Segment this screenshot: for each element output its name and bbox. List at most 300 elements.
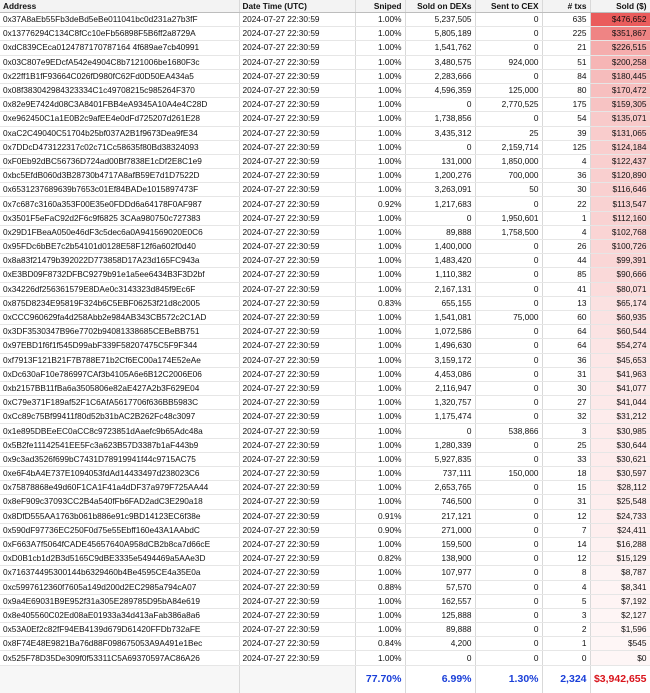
cell-address[interactable]: 0x875D8234E95819F324b6C5EBF06253f21d8c2005 [0, 296, 239, 310]
cell-sent-cex[interactable]: 2,770,525 [475, 98, 542, 112]
cell-address[interactable]: 0xCCC960629fa4d258Abb2e984AB343CB572c2C1AD [0, 310, 239, 324]
cell-sniped[interactable]: 1.00% [355, 126, 405, 140]
cell-sniped[interactable]: 1.00% [355, 169, 405, 183]
cell-sold-dex[interactable]: 3,263,091 [405, 183, 475, 197]
cell-sold-dex[interactable]: 0 [405, 424, 475, 438]
cell-sold-dex[interactable]: 3,480,575 [405, 55, 475, 69]
cell-sold-usd[interactable]: $24,733 [590, 509, 650, 523]
cell-address[interactable]: 0x8a83f21479b392022D773858D17A23d165FC943a [0, 254, 239, 268]
cell-txs[interactable]: 12 [542, 509, 590, 523]
cell-sent-cex[interactable]: 50 [475, 183, 542, 197]
cell-sold-dex[interactable]: 1,217,683 [405, 197, 475, 211]
cell-sniped[interactable]: 1.00% [355, 41, 405, 55]
cell-datetime[interactable]: 2024-07-27 22:30:59 [239, 495, 355, 509]
cell-sniped[interactable]: 0.84% [355, 637, 405, 651]
cell-sniped[interactable]: 1.00% [355, 623, 405, 637]
cell-address[interactable]: 0x37A8aEb55Fb3deBd5eBe011041bc0d231a27b3fF [0, 13, 239, 27]
cell-txs[interactable]: 51 [542, 55, 590, 69]
cell-sent-cex[interactable]: 0 [475, 481, 542, 495]
cell-address[interactable]: 0x22ff1B1fF93664C026fD980fC62Fd0D50EA434a5 [0, 69, 239, 83]
cell-txs[interactable]: 635 [542, 13, 590, 27]
cell-sold-usd[interactable]: $65,174 [590, 296, 650, 310]
cell-txs[interactable]: 85 [542, 268, 590, 282]
cell-address[interactable]: 0x29D1FBeaA050e46dF3c5dec6a0A941569020E0C6 [0, 225, 239, 239]
cell-sniped[interactable]: 1.00% [355, 367, 405, 381]
cell-sold-usd[interactable]: $131,065 [590, 126, 650, 140]
cell-sniped[interactable]: 1.00% [355, 339, 405, 353]
cell-sent-cex[interactable]: 0 [475, 296, 542, 310]
cell-sold-dex[interactable]: 655,155 [405, 296, 475, 310]
cell-address[interactable]: 0xF0Eb92dBC56736D724ad00Bf7838E1cDf2E8C1e9 [0, 154, 239, 168]
cell-address[interactable]: 0x8eF909c37093CC2B4a540fFb6FAD2adC3E290a18 [0, 495, 239, 509]
cell-sold-usd[interactable]: $30,644 [590, 438, 650, 452]
cell-sold-usd[interactable]: $41,044 [590, 396, 650, 410]
cell-sold-dex[interactable]: 1,400,000 [405, 240, 475, 254]
cell-txs[interactable]: 0 [542, 651, 590, 665]
cell-sold-usd[interactable]: $135,071 [590, 112, 650, 126]
cell-sent-cex[interactable]: 125,000 [475, 83, 542, 97]
cell-sold-dex[interactable]: 89,888 [405, 623, 475, 637]
cell-txs[interactable]: 36 [542, 353, 590, 367]
cell-sold-dex[interactable]: 271,000 [405, 523, 475, 537]
cell-sold-dex[interactable]: 1,541,081 [405, 310, 475, 324]
cell-sold-usd[interactable]: $200,258 [590, 55, 650, 69]
cell-txs[interactable]: 80 [542, 83, 590, 97]
cell-sent-cex[interactable]: 0 [475, 325, 542, 339]
cell-datetime[interactable]: 2024-07-27 22:30:59 [239, 211, 355, 225]
cell-address[interactable]: 0x8DfD555AA1763b061b886e91c9BD14123EC6f38e [0, 509, 239, 523]
cell-sniped[interactable]: 1.00% [355, 225, 405, 239]
cell-sent-cex[interactable]: 0 [475, 381, 542, 395]
cell-sent-cex[interactable]: 0 [475, 594, 542, 608]
cell-sent-cex[interactable]: 924,000 [475, 55, 542, 69]
cell-sold-usd[interactable]: $41,077 [590, 381, 650, 395]
cell-sniped[interactable]: 1.00% [355, 240, 405, 254]
cell-txs[interactable]: 21 [542, 41, 590, 55]
cell-sent-cex[interactable]: 0 [475, 566, 542, 580]
cell-txs[interactable]: 54 [542, 112, 590, 126]
cell-address[interactable]: 0xDc630aF10e786997CAf3b4105A6e6B12C2006E06 [0, 367, 239, 381]
cell-sent-cex[interactable]: 0 [475, 353, 542, 367]
cell-datetime[interactable]: 2024-07-27 22:30:59 [239, 183, 355, 197]
header-datetime[interactable]: Date Time (UTC) [239, 0, 355, 13]
cell-sold-dex[interactable]: 1,200,276 [405, 169, 475, 183]
cell-txs[interactable]: 22 [542, 197, 590, 211]
cell-sold-dex[interactable]: 1,320,757 [405, 396, 475, 410]
cell-sold-dex[interactable]: 138,900 [405, 552, 475, 566]
cell-sold-usd[interactable]: $1,596 [590, 623, 650, 637]
cell-txs[interactable]: 12 [542, 552, 590, 566]
cell-sold-usd[interactable]: $120,890 [590, 169, 650, 183]
cell-datetime[interactable]: 2024-07-27 22:30:59 [239, 396, 355, 410]
cell-sent-cex[interactable]: 0 [475, 339, 542, 353]
cell-address[interactable]: 0xe962450C1a1E0B2c9afEE4e0dFd725207d261E28 [0, 112, 239, 126]
cell-datetime[interactable]: 2024-07-27 22:30:59 [239, 353, 355, 367]
cell-datetime[interactable]: 2024-07-27 22:30:59 [239, 608, 355, 622]
cell-txs[interactable]: 225 [542, 27, 590, 41]
cell-datetime[interactable]: 2024-07-27 22:30:59 [239, 254, 355, 268]
cell-sent-cex[interactable]: 0 [475, 537, 542, 551]
cell-address[interactable]: 0xe6F4bA4E737E1094053fdAd14433497d238023C6 [0, 467, 239, 481]
cell-sniped[interactable]: 0.91% [355, 509, 405, 523]
cell-address[interactable]: 0x53A0Ef2c82fF94EB4139d679D61420FFDb732aFE [0, 623, 239, 637]
header-address[interactable]: Address [0, 0, 239, 13]
cell-address[interactable]: 0x97EBD1f6f1f545D99abF339F58207475C5F9F344 [0, 339, 239, 353]
cell-datetime[interactable]: 2024-07-27 22:30:59 [239, 240, 355, 254]
cell-sold-usd[interactable]: $159,305 [590, 98, 650, 112]
cell-sold-usd[interactable]: $8,341 [590, 580, 650, 594]
cell-address[interactable]: 0x08f383042984323334C1c49708215c985264F370 [0, 83, 239, 97]
cell-sent-cex[interactable]: 0 [475, 452, 542, 466]
cell-sniped[interactable]: 1.00% [355, 481, 405, 495]
cell-sold-usd[interactable]: $25,548 [590, 495, 650, 509]
cell-sent-cex[interactable]: 0 [475, 438, 542, 452]
cell-sold-usd[interactable]: $28,112 [590, 481, 650, 495]
cell-sold-dex[interactable]: 57,570 [405, 580, 475, 594]
cell-sold-dex[interactable]: 4,200 [405, 637, 475, 651]
cell-txs[interactable]: 26 [542, 240, 590, 254]
cell-address[interactable]: 0x82e9E7424d08C3A8401FBB4eA9345A10A4e4C28D [0, 98, 239, 112]
cell-datetime[interactable]: 2024-07-27 22:30:59 [239, 140, 355, 154]
cell-sent-cex[interactable]: 0 [475, 495, 542, 509]
cell-txs[interactable]: 175 [542, 98, 590, 112]
cell-datetime[interactable]: 2024-07-27 22:30:59 [239, 27, 355, 41]
total-sold-dex[interactable]: 6.99% [405, 665, 475, 693]
cell-sold-usd[interactable]: $16,288 [590, 537, 650, 551]
header-sent-cex[interactable]: Sent to CEX [475, 0, 542, 13]
cell-sent-cex[interactable]: 0 [475, 13, 542, 27]
cell-sniped[interactable]: 1.00% [355, 268, 405, 282]
cell-sniped[interactable]: 0.88% [355, 580, 405, 594]
cell-txs[interactable]: 32 [542, 410, 590, 424]
cell-sent-cex[interactable]: 0 [475, 396, 542, 410]
cell-sniped[interactable]: 1.00% [355, 452, 405, 466]
cell-txs[interactable]: 14 [542, 537, 590, 551]
cell-sold-dex[interactable]: 131,000 [405, 154, 475, 168]
cell-sent-cex[interactable]: 0 [475, 410, 542, 424]
cell-sold-dex[interactable]: 89,888 [405, 225, 475, 239]
cell-address[interactable]: 0x1e895DBEeEC0aCC8c9723851dAaefc9b65Adc48a [0, 424, 239, 438]
cell-sold-usd[interactable]: $45,653 [590, 353, 650, 367]
cell-sold-usd[interactable]: $54,274 [590, 339, 650, 353]
cell-sniped[interactable]: 1.00% [355, 467, 405, 481]
cell-txs[interactable]: 60 [542, 310, 590, 324]
cell-sent-cex[interactable]: 0 [475, 580, 542, 594]
cell-txs[interactable]: 5 [542, 594, 590, 608]
cell-datetime[interactable]: 2024-07-27 22:30:59 [239, 98, 355, 112]
cell-sold-usd[interactable]: $90,666 [590, 268, 650, 282]
cell-sent-cex[interactable]: 0 [475, 197, 542, 211]
cell-sent-cex[interactable]: 0 [475, 69, 542, 83]
cell-address[interactable]: 0x8e405560C02Ed08aE01933a34d413aFab386a8a6 [0, 608, 239, 622]
cell-sent-cex[interactable]: 0 [475, 240, 542, 254]
cell-sent-cex[interactable]: 1,850,000 [475, 154, 542, 168]
cell-sent-cex[interactable]: 0 [475, 268, 542, 282]
cell-address[interactable]: 0x8F74E48E9821Ba76d88F098675053A9A491e1Bec [0, 637, 239, 651]
cell-sniped[interactable]: 0.82% [355, 552, 405, 566]
cell-sniped[interactable]: 0.83% [355, 296, 405, 310]
cell-sniped[interactable]: 1.00% [355, 396, 405, 410]
cell-sent-cex[interactable]: 0 [475, 41, 542, 55]
cell-sniped[interactable]: 1.00% [355, 353, 405, 367]
cell-sold-usd[interactable]: $30,621 [590, 452, 650, 466]
cell-datetime[interactable]: 2024-07-27 22:30:59 [239, 467, 355, 481]
cell-sold-usd[interactable]: $2,127 [590, 608, 650, 622]
cell-sold-dex[interactable]: 162,557 [405, 594, 475, 608]
header-sold-usd[interactable]: Sold ($) [590, 0, 650, 13]
cell-sold-usd[interactable]: $30,985 [590, 424, 650, 438]
cell-address[interactable]: 0x590dF97736EC250F0d75e55Ebff160e43A1AAbdC [0, 523, 239, 537]
cell-address[interactable]: 0x95FDc6bBE7c2b54101d0128E58F12f6a602f0d40 [0, 240, 239, 254]
cell-datetime[interactable]: 2024-07-27 22:30:59 [239, 637, 355, 651]
cell-sent-cex[interactable]: 0 [475, 651, 542, 665]
cell-datetime[interactable]: 2024-07-27 22:30:59 [239, 197, 355, 211]
total-txs[interactable]: 2,324 [542, 665, 590, 693]
cell-datetime[interactable]: 2024-07-27 22:30:59 [239, 410, 355, 424]
cell-sniped[interactable]: 1.00% [355, 154, 405, 168]
cell-txs[interactable]: 64 [542, 339, 590, 353]
cell-address[interactable]: 0xdC839CEca0124787170787164 4f689ae7cb40991 [0, 41, 239, 55]
cell-address[interactable]: 0xc5997612360f7605a149d200d2EC2985a794cA07 [0, 580, 239, 594]
cell-address[interactable]: 0x13776294C134C8fCc10eFb56898F5B6ff2a8729A [0, 27, 239, 41]
cell-sold-dex[interactable]: 737,111 [405, 467, 475, 481]
cell-sniped[interactable]: 1.00% [355, 55, 405, 69]
cell-datetime[interactable]: 2024-07-27 22:30:59 [239, 69, 355, 83]
cell-address[interactable]: 0x7c687c3160a353F00E35e0FDDd6a64178F0AF987 [0, 197, 239, 211]
cell-sold-usd[interactable]: $102,768 [590, 225, 650, 239]
cell-sniped[interactable]: 1.00% [355, 211, 405, 225]
cell-txs[interactable]: 39 [542, 126, 590, 140]
header-txs[interactable]: # txs [542, 0, 590, 13]
cell-sent-cex[interactable]: 0 [475, 509, 542, 523]
cell-datetime[interactable]: 2024-07-27 22:30:59 [239, 310, 355, 324]
cell-sold-dex[interactable]: 5,805,189 [405, 27, 475, 41]
cell-sniped[interactable]: 1.00% [355, 183, 405, 197]
cell-sold-dex[interactable]: 0 [405, 98, 475, 112]
cell-sold-usd[interactable]: $226,515 [590, 41, 650, 55]
cell-sold-usd[interactable]: $80,071 [590, 282, 650, 296]
cell-datetime[interactable]: 2024-07-27 22:30:59 [239, 438, 355, 452]
cell-txs[interactable]: 36 [542, 169, 590, 183]
cell-txs[interactable]: 18 [542, 467, 590, 481]
cell-datetime[interactable]: 2024-07-27 22:30:59 [239, 169, 355, 183]
cell-sniped[interactable]: 1.00% [355, 254, 405, 268]
cell-txs[interactable]: 4 [542, 154, 590, 168]
cell-sold-usd[interactable]: $15,129 [590, 552, 650, 566]
cell-address[interactable]: 0xD0B1cb1d2B3d5165C9dBE3335e5494469a5AAe3D [0, 552, 239, 566]
cell-sent-cex[interactable]: 75,000 [475, 310, 542, 324]
cell-datetime[interactable]: 2024-07-27 22:30:59 [239, 339, 355, 353]
cell-sold-dex[interactable]: 4,453,086 [405, 367, 475, 381]
cell-sent-cex[interactable]: 0 [475, 523, 542, 537]
cell-txs[interactable]: 8 [542, 566, 590, 580]
cell-sniped[interactable]: 1.00% [355, 69, 405, 83]
cell-txs[interactable]: 27 [542, 396, 590, 410]
cell-txs[interactable]: 7 [542, 523, 590, 537]
cell-sold-usd[interactable]: $545 [590, 637, 650, 651]
cell-sold-dex[interactable]: 107,977 [405, 566, 475, 580]
cell-datetime[interactable]: 2024-07-27 22:30:59 [239, 55, 355, 69]
cell-sold-dex[interactable]: 1,072,586 [405, 325, 475, 339]
cell-sent-cex[interactable]: 0 [475, 608, 542, 622]
cell-datetime[interactable]: 2024-07-27 22:30:59 [239, 296, 355, 310]
cell-sold-usd[interactable]: $124,184 [590, 140, 650, 154]
cell-datetime[interactable]: 2024-07-27 22:30:59 [239, 566, 355, 580]
cell-sold-dex[interactable]: 3,435,312 [405, 126, 475, 140]
cell-sold-usd[interactable]: $99,391 [590, 254, 650, 268]
cell-sniped[interactable]: 1.00% [355, 438, 405, 452]
cell-sold-usd[interactable]: $116,646 [590, 183, 650, 197]
cell-sold-usd[interactable]: $60,935 [590, 310, 650, 324]
cell-datetime[interactable]: 2024-07-27 22:30:59 [239, 651, 355, 665]
cell-sent-cex[interactable]: 0 [475, 254, 542, 268]
cell-sold-dex[interactable]: 1,738,856 [405, 112, 475, 126]
cell-sent-cex[interactable]: 0 [475, 552, 542, 566]
cell-address[interactable]: 0x525F78D35De309f0f53311C5A69370597AC86A26 [0, 651, 239, 665]
cell-address[interactable]: 0x75878868e49d60F1CA1F41a4dDF37a979F725AA44 [0, 481, 239, 495]
cell-sold-dex[interactable]: 1,496,630 [405, 339, 475, 353]
cell-sent-cex[interactable]: 1,758,500 [475, 225, 542, 239]
cell-sold-usd[interactable]: $24,411 [590, 523, 650, 537]
cell-sold-usd[interactable]: $30,597 [590, 467, 650, 481]
total-sent-cex[interactable]: 1.30% [475, 665, 542, 693]
cell-sold-usd[interactable]: $476,652 [590, 13, 650, 27]
cell-sent-cex[interactable]: 25 [475, 126, 542, 140]
cell-sniped[interactable]: 1.00% [355, 98, 405, 112]
cell-sniped[interactable]: 1.00% [355, 27, 405, 41]
cell-sold-dex[interactable]: 0 [405, 211, 475, 225]
cell-sniped[interactable]: 1.00% [355, 83, 405, 97]
cell-sniped[interactable]: 1.00% [355, 608, 405, 622]
cell-address[interactable]: 0x6531237689639b7653c01Ef84BADe1015897473F [0, 183, 239, 197]
total-sniped[interactable]: 77.70% [355, 665, 405, 693]
cell-sniped[interactable]: 1.00% [355, 112, 405, 126]
cell-sold-usd[interactable]: $122,437 [590, 154, 650, 168]
cell-address[interactable]: 0x3DF3530347B96e7702b94081338685CEBeBB751 [0, 325, 239, 339]
total-sold-usd[interactable]: $3,942,655 [590, 665, 650, 693]
cell-datetime[interactable]: 2024-07-27 22:30:59 [239, 381, 355, 395]
cell-sold-dex[interactable]: 1,175,474 [405, 410, 475, 424]
cell-sold-dex[interactable]: 0 [405, 140, 475, 154]
cell-sold-dex[interactable]: 5,927,835 [405, 452, 475, 466]
cell-sniped[interactable]: 1.00% [355, 424, 405, 438]
cell-address[interactable]: 0xE3BD09F8732DFBC9279b91e1a5ee6434B3F3D2bf [0, 268, 239, 282]
cell-address[interactable]: 0xb2157BB11fBa6a3505806e82aE427A2b3F629E04 [0, 381, 239, 395]
cell-datetime[interactable]: 2024-07-27 22:30:59 [239, 623, 355, 637]
cell-sniped[interactable]: 0.90% [355, 523, 405, 537]
cell-sold-usd[interactable]: $8,787 [590, 566, 650, 580]
cell-txs[interactable]: 84 [542, 69, 590, 83]
cell-txs[interactable]: 31 [542, 495, 590, 509]
cell-sold-usd[interactable]: $0 [590, 651, 650, 665]
cell-sold-usd[interactable]: $31,212 [590, 410, 650, 424]
cell-sold-usd[interactable]: $113,547 [590, 197, 650, 211]
cell-txs[interactable]: 2 [542, 623, 590, 637]
cell-txs[interactable]: 31 [542, 367, 590, 381]
cell-sent-cex[interactable]: 0 [475, 27, 542, 41]
cell-address[interactable]: 0x9c3ad3526f699bC7431D78919941f44c9715AC75 [0, 452, 239, 466]
cell-sold-dex[interactable]: 2,116,947 [405, 381, 475, 395]
cell-address[interactable]: 0xF663A7f5064fCADE45657640A958dCB2b8ca7d66cE [0, 537, 239, 551]
cell-sent-cex[interactable]: 1,950,601 [475, 211, 542, 225]
cell-datetime[interactable]: 2024-07-27 22:30:59 [239, 537, 355, 551]
cell-txs[interactable]: 1 [542, 211, 590, 225]
cell-datetime[interactable]: 2024-07-27 22:30:59 [239, 41, 355, 55]
cell-sold-usd[interactable]: $351,867 [590, 27, 650, 41]
cell-datetime[interactable]: 2024-07-27 22:30:59 [239, 13, 355, 27]
cell-sold-usd[interactable]: $112,160 [590, 211, 650, 225]
cell-address[interactable]: 0x9a4E69031B9E952f31a305E289785D95bA84e619 [0, 594, 239, 608]
cell-address[interactable]: 0x5B2fe11142541EE5Fc3a623B57D3387b1aF443b9 [0, 438, 239, 452]
cell-txs[interactable]: 30 [542, 183, 590, 197]
cell-datetime[interactable]: 2024-07-27 22:30:59 [239, 481, 355, 495]
cell-txs[interactable]: 30 [542, 381, 590, 395]
cell-txs[interactable]: 125 [542, 140, 590, 154]
cell-sold-dex[interactable]: 3,159,172 [405, 353, 475, 367]
cell-datetime[interactable]: 2024-07-27 22:30:59 [239, 154, 355, 168]
cell-address[interactable]: 0x716374495300144b6329460b4Be4595CE4a35E0a [0, 566, 239, 580]
cell-sold-dex[interactable]: 1,541,762 [405, 41, 475, 55]
cell-sold-usd[interactable]: $41,963 [590, 367, 650, 381]
cell-sold-dex[interactable]: 1,483,420 [405, 254, 475, 268]
header-sold-dex[interactable]: Sold on DEXs [405, 0, 475, 13]
cell-sent-cex[interactable]: 0 [475, 637, 542, 651]
cell-address[interactable]: 0xCc89c75Bf99411f80d52b31bAC2B262Fc48c3097 [0, 410, 239, 424]
cell-datetime[interactable]: 2024-07-27 22:30:59 [239, 325, 355, 339]
cell-txs[interactable]: 4 [542, 225, 590, 239]
cell-sold-dex[interactable]: 2,653,765 [405, 481, 475, 495]
cell-sold-dex[interactable]: 5,237,505 [405, 13, 475, 27]
cell-sniped[interactable]: 1.00% [355, 537, 405, 551]
cell-sold-dex[interactable]: 4,596,359 [405, 83, 475, 97]
cell-sniped[interactable]: 1.00% [355, 566, 405, 580]
cell-sent-cex[interactable]: 0 [475, 367, 542, 381]
cell-sniped[interactable]: 1.00% [355, 282, 405, 296]
cell-sent-cex[interactable]: 150,000 [475, 467, 542, 481]
cell-sold-dex[interactable]: 746,500 [405, 495, 475, 509]
cell-sold-usd[interactable]: $60,544 [590, 325, 650, 339]
cell-sold-dex[interactable]: 2,283,666 [405, 69, 475, 83]
cell-address[interactable]: 0xC79e371F189af52F1C6AfA5617706f636BB5983C [0, 396, 239, 410]
cell-sold-usd[interactable]: $170,472 [590, 83, 650, 97]
cell-txs[interactable]: 3 [542, 608, 590, 622]
cell-txs[interactable]: 4 [542, 580, 590, 594]
cell-txs[interactable]: 33 [542, 452, 590, 466]
cell-sold-dex[interactable]: 159,500 [405, 537, 475, 551]
cell-sniped[interactable]: 1.00% [355, 495, 405, 509]
cell-sent-cex[interactable]: 538,866 [475, 424, 542, 438]
cell-txs[interactable]: 64 [542, 325, 590, 339]
cell-sold-usd[interactable]: $180,445 [590, 69, 650, 83]
cell-datetime[interactable]: 2024-07-27 22:30:59 [239, 452, 355, 466]
cell-datetime[interactable]: 2024-07-27 22:30:59 [239, 268, 355, 282]
cell-address[interactable]: 0x7DDcD473122317c02c71Cc58635f80Bd38324093 [0, 140, 239, 154]
cell-sold-usd[interactable]: $100,726 [590, 240, 650, 254]
cell-sniped[interactable]: 1.00% [355, 310, 405, 324]
cell-sold-dex[interactable]: 1,110,382 [405, 268, 475, 282]
cell-datetime[interactable]: 2024-07-27 22:30:59 [239, 126, 355, 140]
cell-address[interactable]: 0x34226df256361579E8DAe0c3143323d845f9Ec6F [0, 282, 239, 296]
cell-datetime[interactable]: 2024-07-27 22:30:59 [239, 112, 355, 126]
cell-datetime[interactable]: 2024-07-27 22:30:59 [239, 83, 355, 97]
cell-sent-cex[interactable]: 0 [475, 282, 542, 296]
cell-address[interactable]: 0x3501F5eFaC92d2F6c9f6825 3CAa980750c727383 [0, 211, 239, 225]
cell-txs[interactable]: 44 [542, 254, 590, 268]
cell-sniped[interactable]: 1.00% [355, 325, 405, 339]
cell-sniped[interactable]: 1.00% [355, 140, 405, 154]
cell-txs[interactable]: 41 [542, 282, 590, 296]
cell-txs[interactable]: 15 [542, 481, 590, 495]
